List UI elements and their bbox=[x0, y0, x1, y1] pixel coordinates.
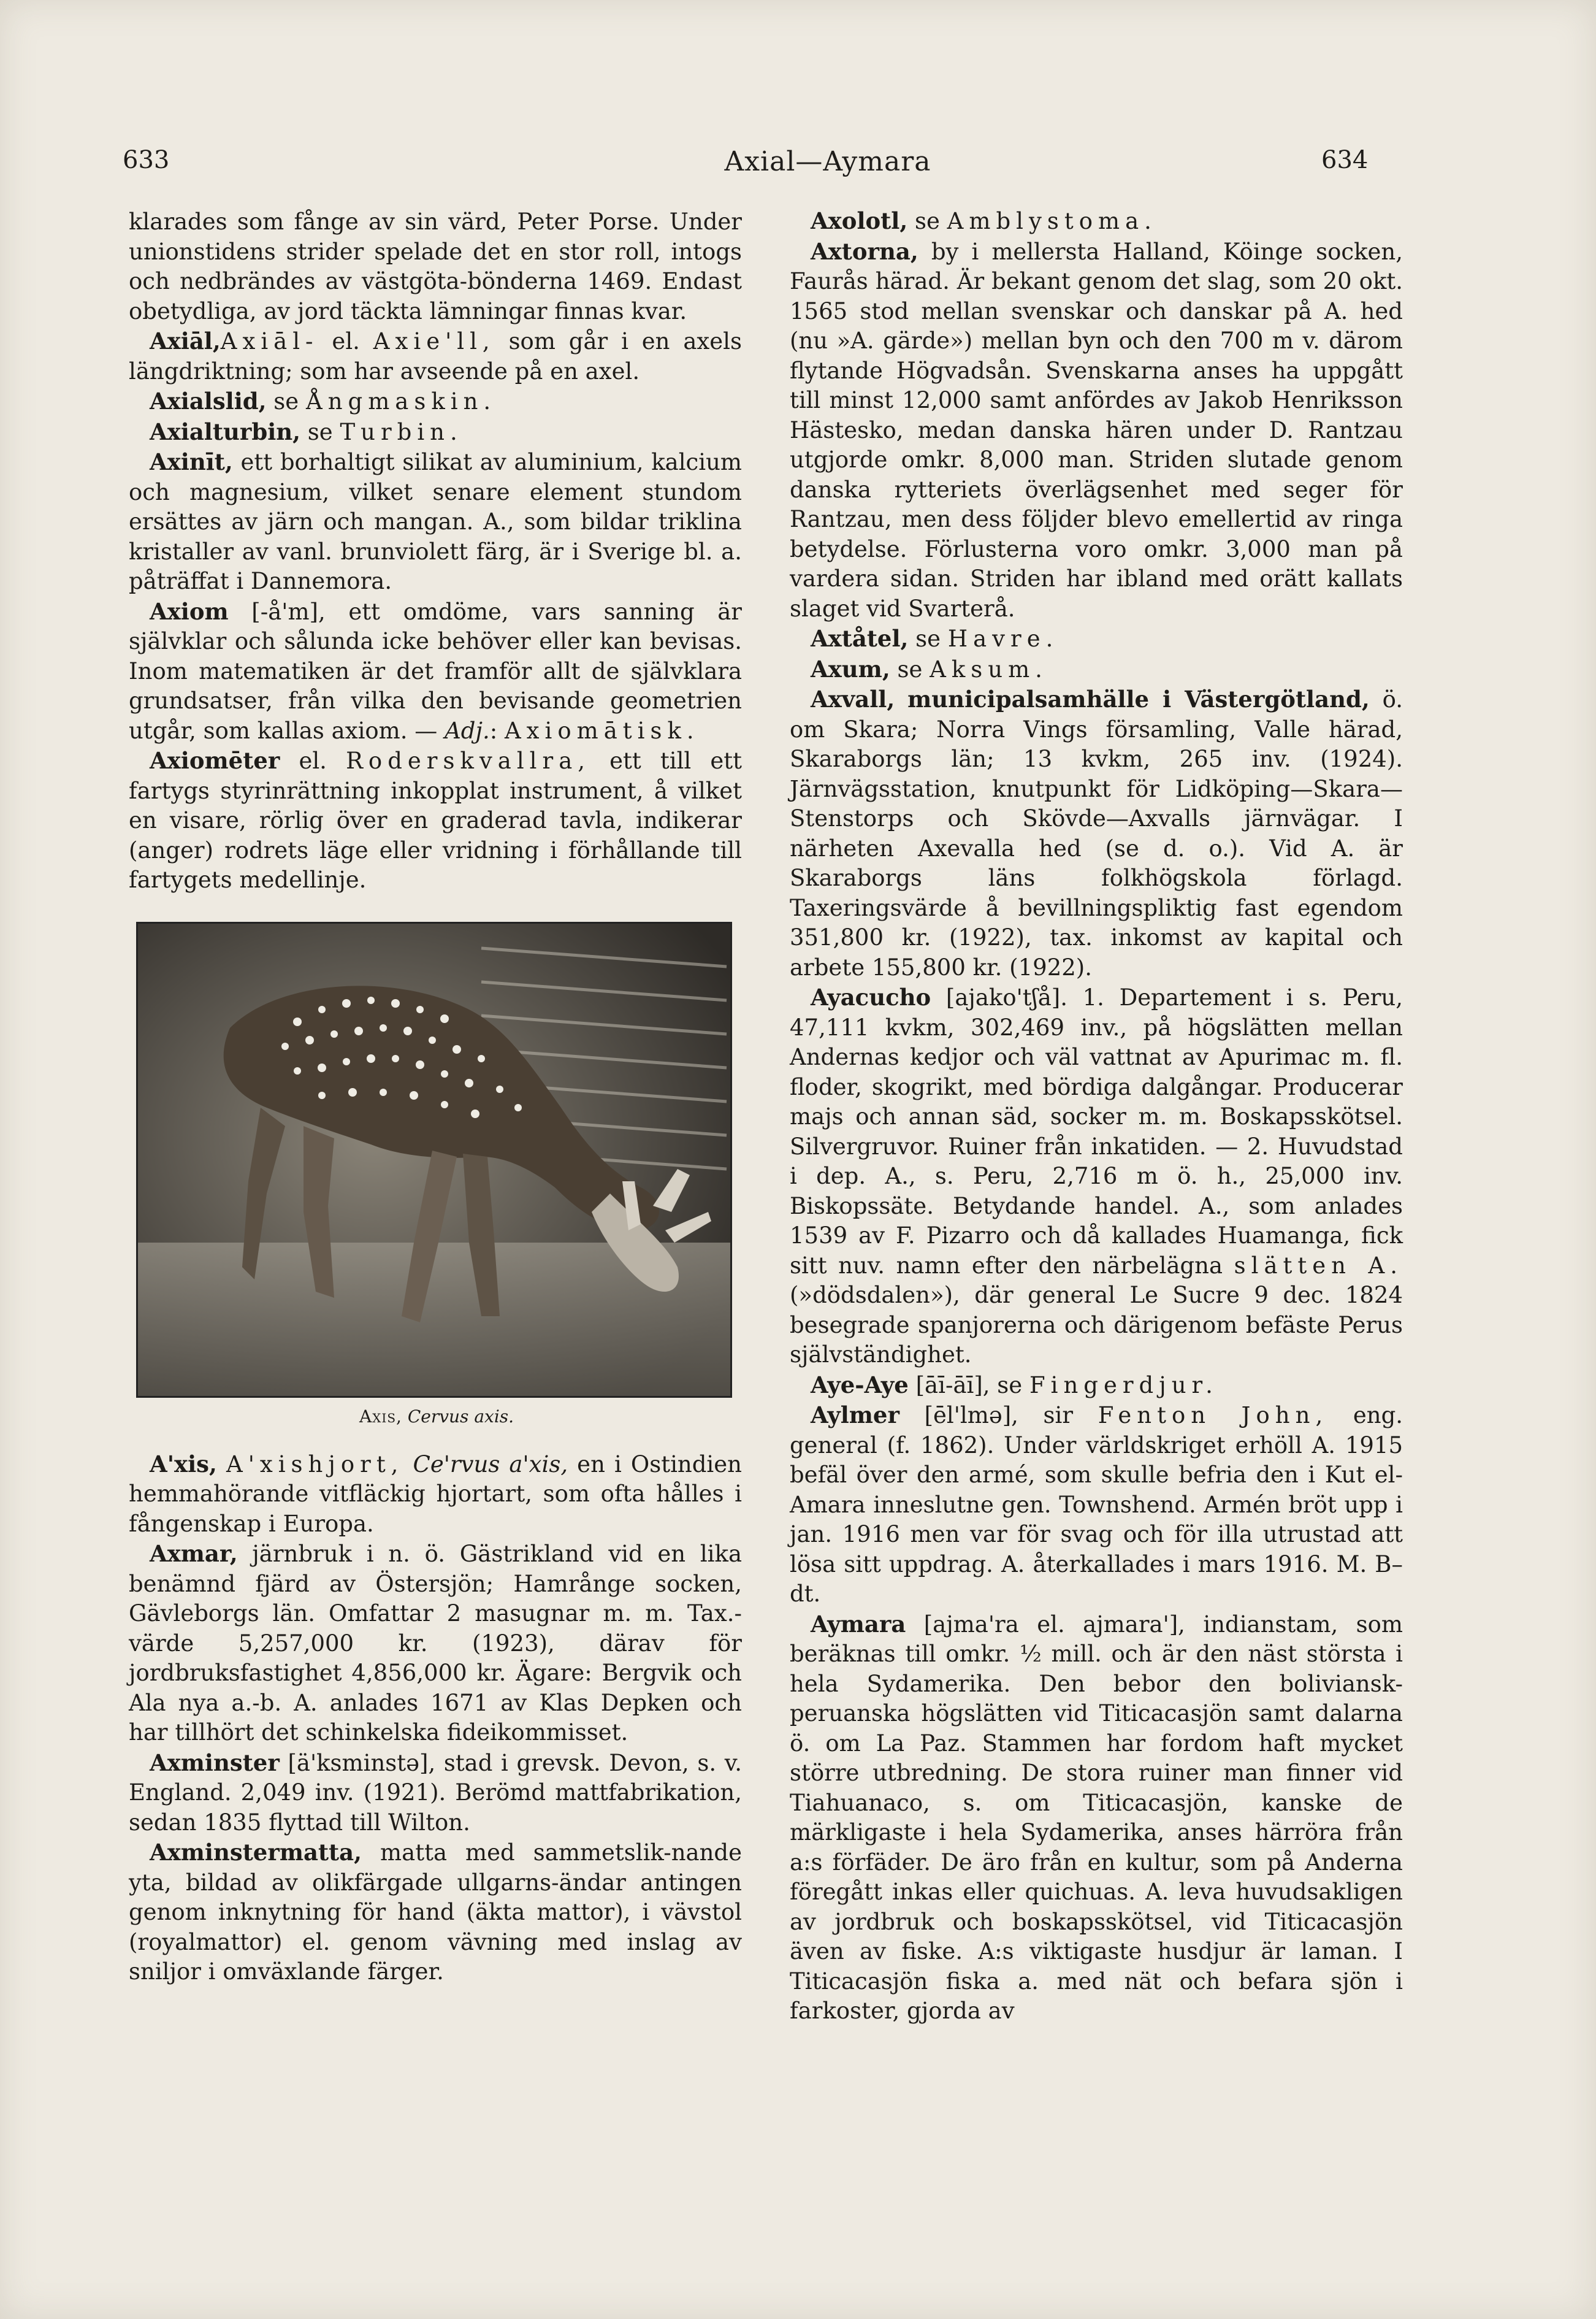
entry-paragraph bbox=[129, 447, 742, 597]
headword: Aye-Aye bbox=[811, 1371, 909, 1398]
body-text bbox=[217, 1451, 226, 1478]
body-text: el. bbox=[318, 328, 373, 355]
headword: Axiomēter bbox=[150, 747, 280, 774]
entry-paragraph bbox=[129, 326, 742, 386]
italic-text: Ce'rvus a'xis, bbox=[413, 1451, 568, 1478]
body-text: [āī-āī], se bbox=[908, 1371, 1029, 1398]
spaced-text: Roderskvallra, bbox=[346, 748, 591, 774]
entry-paragraph bbox=[129, 1539, 742, 1748]
entry-paragraph bbox=[790, 237, 1403, 624]
headword: Axiom bbox=[150, 597, 229, 625]
page-number-right: 634 bbox=[1321, 146, 1369, 174]
caption-latin: Cervus axis. bbox=[407, 1406, 514, 1427]
headword: Axialslid, bbox=[150, 388, 267, 415]
headword: Axminster bbox=[150, 1749, 280, 1776]
body-text: [ajma'ra el. ajmara'], indianstam, som beräknas till omkr. ½ mill. och är den näst största i hela Sydamerika. Den bebor den boliviansk-peruanska högslätten vid Titicacasjön samt dalarna ö. om La Paz. Stammen har fordom haft mycket större utbredning. De stora ruiner man finner vid Tiahuanaco, s. om Titicacasjön, kanske de märkligaste i hela Sydamerika, anses härröra från a:s förfäder. De äro från en kultur, som på Anderna föregått inkas eller quichuas. A. leva huvudsakligen av jordbruk och boskapsskötsel, vid Titicacasjön även av fiske. A:s viktigaste husdjur är laman. I Titicacasjön fiska a. med nät och befara sjön i farkoster, gjorda av bbox=[790, 1611, 1403, 2024]
headword: Axinīt, bbox=[150, 448, 233, 475]
body-text: [ä'ksminstə], stad i grevsk. Devon, s. v. England. 2,049 inv. (1921). Berömd mattfabrikation, sedan 1835 flyttad till Wilton. bbox=[129, 1749, 742, 1836]
spaced-text: Fingerdjur. bbox=[1029, 1371, 1218, 1398]
spaced-text: Turbin. bbox=[340, 418, 463, 445]
body-text bbox=[403, 1451, 413, 1478]
body-text: (»dödsdalen»), där general Le Sucre 9 dec. 1824 besegrade spanjorerna och därigenom befäste Perus självständighet. bbox=[790, 1282, 1403, 1368]
body-text bbox=[895, 686, 907, 713]
entry-paragraph bbox=[790, 654, 1403, 685]
headword: Axtåtel, bbox=[811, 625, 909, 652]
body-text: se bbox=[266, 388, 306, 415]
entry-paragraph bbox=[129, 746, 742, 895]
headword: Ayacucho bbox=[811, 984, 931, 1011]
spaced-text: Fenton John, bbox=[1098, 1402, 1329, 1428]
body-text: [ēl'lmə], sir bbox=[899, 1402, 1098, 1428]
figure bbox=[136, 922, 737, 1427]
body-text: klarades som fånge av sin värd, Peter Porse. Under unionstidens strider spelade det en stor roll, intogs och nedbrändes av västgöta-bönderna 1469. Endast obetydliga, av jord täckta lämningar finnas kvar. bbox=[129, 209, 742, 324]
entry-paragraph bbox=[129, 1748, 742, 1838]
body-text: ett borhaltigt silikat av aluminium, kalcium och magnesium, vilket senare element stundom ersättes av järn och mangan. A., som bildar triklina kristaller av vanl. brunviolett färg, är i Sverige bl. a. påträffat i Dannemora. bbox=[129, 449, 742, 594]
body-text: : bbox=[489, 717, 505, 744]
headword: Aylmer bbox=[811, 1401, 899, 1428]
spaced-text: Axiomātisk. bbox=[504, 717, 700, 744]
left-column bbox=[129, 207, 742, 1987]
headword: Axmar, bbox=[150, 1540, 238, 1567]
figure-caption bbox=[136, 1406, 737, 1427]
page-number-left: 633 bbox=[123, 146, 170, 174]
spaced-text: Havre. bbox=[947, 626, 1059, 652]
entry-paragraph bbox=[129, 386, 742, 417]
headword: Axvall, bbox=[811, 686, 895, 713]
left-column-entries-bottom bbox=[129, 1449, 742, 1987]
body-text: ö. om Skara; Norra Vings församling, Valle härad, Skaraborgs län; 13 kvkm, 265 inv. (1924). Järnvägsstation, knutpunkt för Lidköping—Skara—Stenstorps och Skövde—Axvalls järnvägar. I närheten Axevalla hed (se d. o.). Vid A. är Skaraborgs läns folkhögskola förlagd. Taxeringsvärde å bevillningspliktig fast egendom 351,800 kr. (1922), tax. inkomst av kapital och arbete 155,800 kr. (1922). bbox=[790, 686, 1403, 981]
entry-paragraph bbox=[129, 597, 742, 746]
body-text: som går i en axels längdriktning; som har avseende på en axel. bbox=[129, 328, 742, 385]
headword: Axminstermatta, bbox=[150, 1839, 362, 1866]
caption-name: Axis, bbox=[359, 1406, 402, 1427]
spaced-text: Amblystoma. bbox=[947, 208, 1157, 234]
entry-paragraph bbox=[790, 1370, 1403, 1401]
entry-paragraph bbox=[790, 624, 1403, 654]
body-text: se bbox=[300, 418, 340, 445]
body-text: se bbox=[890, 656, 930, 683]
entry-paragraph bbox=[790, 206, 1403, 237]
entry-paragraph bbox=[129, 417, 742, 448]
body-text: se bbox=[907, 208, 947, 234]
headword: Aymara bbox=[811, 1610, 906, 1638]
body-text: matta med sammetslik-nande yta, bildad av olikfärgade ullgarns-ändar antingen genom inknytning för hand (äkta mattor), i vävstol (royalmattor) el. genom vävning med inslag av sniljor i omväxlande färger. bbox=[129, 1839, 742, 1985]
body-text: en i Ostindien hemmahörande vitfläckig hjortart, som ofta hålles i fångenskap i Europa. bbox=[129, 1451, 742, 1537]
entry-paragraph bbox=[129, 207, 742, 326]
entry-paragraph bbox=[790, 1400, 1403, 1609]
headword: Axum, bbox=[811, 655, 890, 683]
body-text: ett till ett fartygs styrinrättning inkopplat instrument, å vilket en visare, rörlig över en graderad tavla, indikerar (anger) rodrets läge eller vridning i förhållande till fartygets medellinje. bbox=[129, 748, 743, 893]
running-title: Axial—Aymara bbox=[724, 146, 931, 177]
headword: Axiāl, bbox=[150, 328, 221, 355]
body-text: eng. general (f. 1862). Under världskriget erhöll A. 1915 befäl över den armé, som skulle befria den i Kut el-Amara inneslutne gen. Townshend. Armén bröt upp i jan. 1916 men var för svag och för illa utrustad att lösa sitt uppdrag. A. återkallades i mars 1916. M. B–dt. bbox=[790, 1402, 1403, 1607]
entry-paragraph bbox=[790, 1609, 1403, 2026]
right-column bbox=[790, 206, 1403, 2026]
spaced-text: Axiāl- bbox=[220, 328, 319, 355]
headword: Axialturbin, bbox=[150, 418, 301, 445]
body-text: by i mellersta Halland, Köinge socken, Faurås härad. Är bekant genom det slag, som 20 okt. 1565 stod mellan svenskar och danskar på A. hed (nu »A. gärde») mellan byn och den 700 m v. därom flytande Högvadsån. Svenskarna anses ha uppgått till minst 12,000 samt anfördes av Jakob Henriksson Hästesko, medan danska hären under D. Rantzau utgjorde omkr. 8,000 man. Striden slutade genom danska rytteriets överlägsenhet med seger för Rantzau, men dess följder blevo emellertid av ringa betydelse. Förlusterna voro omkr. 3,000 man på vardera sidan. Striden har ibland med orätt kallats slaget vid Svarterå. bbox=[790, 238, 1403, 622]
deer-photo bbox=[136, 922, 732, 1398]
body-text: se bbox=[908, 626, 948, 652]
body-text: [ajako'tʃå]. 1. Departement i s. Peru, 47,111 kvkm, 302,469 inv., på högslätten mellan Andernas kedjor och väl vattnat av Apurimac m. fl. floder, skogrikt, med bördiga dalgångar. Producerar majs och annan säd, socker m. m. Boskapsskötsel. Silvergruvor. Ruiner från inkatiden. — 2. Huvudstad i dep. A., s. Peru, 2,716 m ö. h., 25,000 inv. Biskopssäte. Betydande handel. A., som anlades 1539 av F. Pizarro och då kallades Huamanga, fick sitt nuv. namn efter den närbelägna bbox=[790, 984, 1403, 1279]
italic-text: Adj. bbox=[445, 717, 490, 744]
spaced-text: Axie'll, bbox=[373, 328, 495, 355]
spaced-text: slätten A. bbox=[1234, 1252, 1403, 1279]
headword: A'xis, bbox=[150, 1450, 217, 1478]
entry-paragraph bbox=[129, 1449, 742, 1539]
spaced-text: Ångmaskin. bbox=[305, 388, 497, 415]
entry-paragraph bbox=[790, 684, 1403, 983]
headword: Axolotl, bbox=[811, 207, 908, 234]
left-column-entries-top bbox=[129, 207, 742, 895]
entry-paragraph bbox=[790, 983, 1403, 1370]
entry-paragraph bbox=[129, 1838, 742, 1987]
body-text: [-å'm], ett omdöme, vars sanning är självklar och sålunda icke behöver eller kan bevisas. Inom matematiken är det framför allt de självklara grundsatser, från vilka den bevisande geometrien utgår, som kallas axiom. — bbox=[129, 598, 742, 744]
body-text: el. bbox=[280, 748, 346, 774]
spaced-text: Aksum. bbox=[930, 656, 1048, 683]
headword: municipalsamhälle i Västergötland, bbox=[907, 686, 1370, 713]
headword: Axtorna, bbox=[811, 237, 918, 265]
body-text: järnbruk i n. ö. Gästrikland vid en lika benämnd fjärd av Östersjön; Hamrånge socken, Gävleborgs län. Omfattar 2 masugnar m. m. Tax.-värde 5,257,000 kr. (1923), därav för jordbruksfastighet 4,856,000 kr. Ägare: Bergvik och Ala nya a.-b. A. anlades 1671 av Klas Depken och har tillhört det schinkelska fideikommisset. bbox=[129, 1541, 742, 1746]
spaced-text: A'xishjort, bbox=[226, 1451, 404, 1478]
